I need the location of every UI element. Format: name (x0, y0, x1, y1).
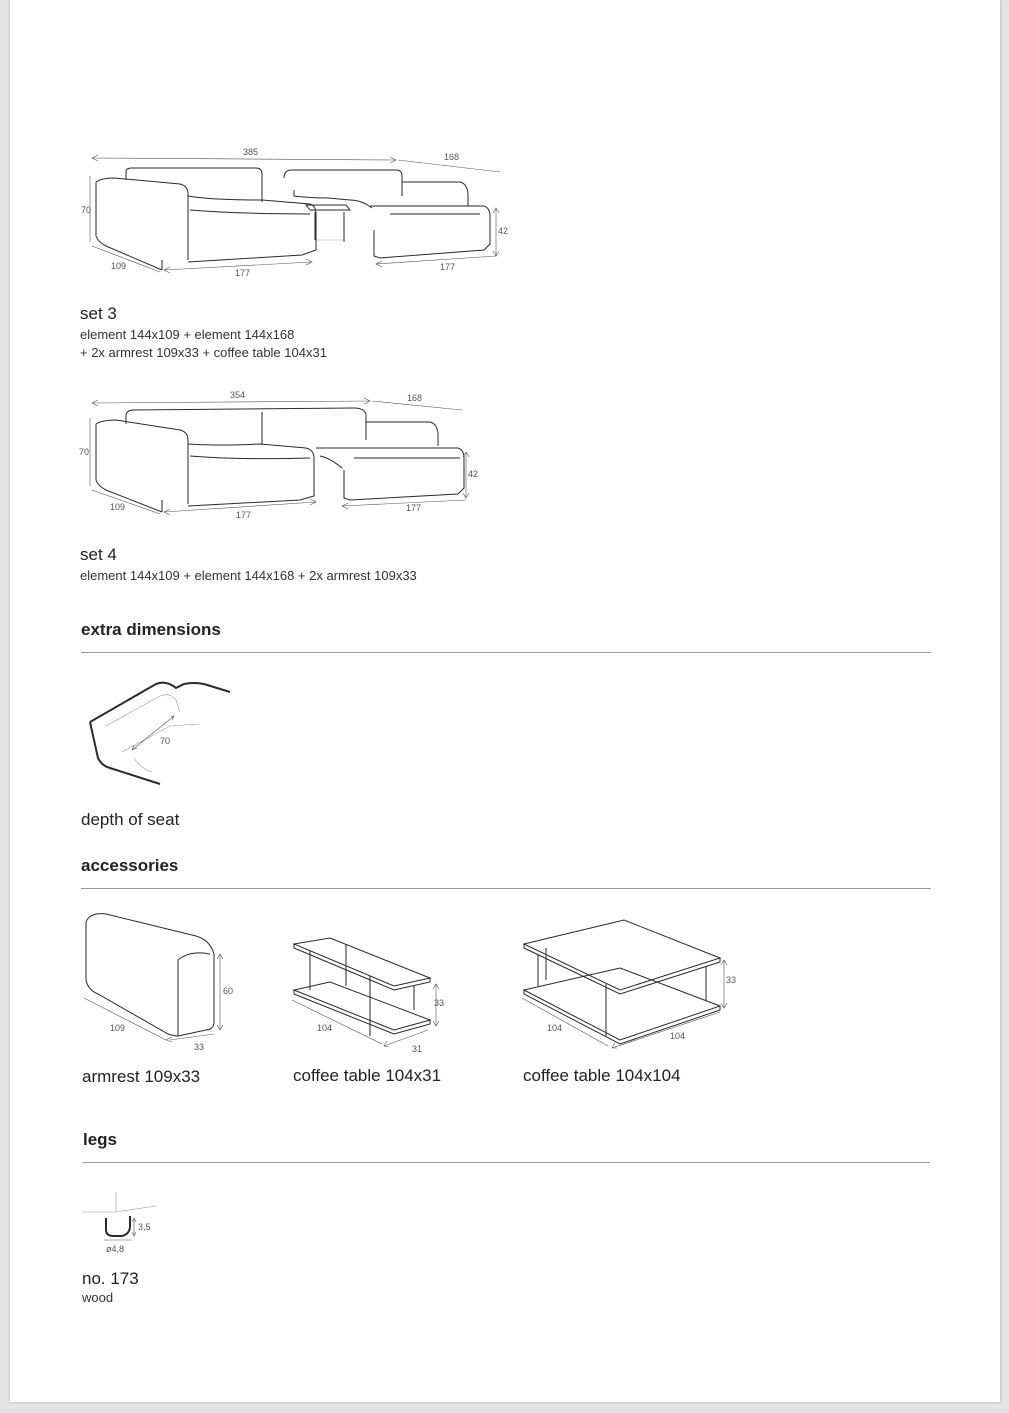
set-3-right-len-label: 177 (440, 262, 456, 272)
armrest-width-label: 33 (194, 1042, 205, 1052)
extra-dimensions-divider (81, 652, 931, 653)
document-page (10, 0, 1000, 1402)
coffee-table-104-length-label: 104 (547, 1023, 563, 1033)
set-3-seat-height-label: 42 (498, 226, 509, 236)
coffee-table-104-height-label: 33 (726, 975, 737, 985)
coffee-table-31-caption: coffee table 104x31 (293, 1066, 442, 1085)
set-4-title: set 4 (80, 545, 117, 564)
set-4-seat-height-label: 42 (468, 469, 479, 479)
legs-heading: legs (83, 1130, 118, 1149)
set-3-depth-label: 109 (111, 261, 127, 271)
depth-of-seat-caption: depth of seat (81, 810, 180, 829)
set-3-title: set 3 (80, 304, 117, 323)
seat-depth-label: 70 (160, 736, 171, 746)
coffee-table-31-height-label: 33 (434, 998, 445, 1008)
set-4-description: element 144x109 + element 144x168 + 2x armrest 109x33 (80, 568, 417, 583)
set-3-description-line-2: + 2x armrest 109x33 + coffee table 104x31 (80, 345, 327, 360)
leg-name: no. 173 (82, 1269, 139, 1288)
set-4-width-label: 354 (230, 390, 246, 400)
set-4-right-len-label: 177 (406, 503, 422, 513)
coffee-table-104-caption: coffee table 104x104 (523, 1066, 681, 1085)
accessories-divider (81, 888, 931, 889)
leg-diameter-label: ø4,8 (106, 1244, 125, 1254)
set-4-left-len-label: 177 (236, 510, 252, 520)
set-3-height-label: 70 (81, 205, 92, 215)
armrest-caption: armrest 109x33 (82, 1067, 201, 1086)
extra-dimensions-heading: extra dimensions (81, 620, 221, 639)
set-3-drawing (10, 0, 1000, 1402)
armrest-height-label: 60 (223, 986, 234, 996)
set-3-width-label: 385 (243, 147, 259, 157)
set-3-left-len-label: 177 (235, 268, 251, 278)
leg-material: wood (82, 1290, 114, 1305)
coffee-table-31-width-label: 31 (412, 1044, 423, 1054)
set-4-depth-label: 109 (110, 502, 126, 512)
accessories-heading: accessories (81, 856, 179, 875)
coffee-table-31-length-label: 104 (317, 1023, 333, 1033)
coffee-table-104-width-label: 104 (670, 1031, 686, 1041)
set-4-height-label: 70 (79, 447, 90, 457)
armrest-depth-label: 109 (110, 1023, 126, 1033)
set-4-chaise-label: 168 (407, 393, 423, 403)
set-3-description-line-1: element 144x109 + element 144x168 (80, 327, 295, 342)
legs-divider (83, 1162, 930, 1163)
set-3-chaise-label: 168 (444, 152, 460, 162)
leg-height-label: 3,5 (138, 1222, 151, 1232)
